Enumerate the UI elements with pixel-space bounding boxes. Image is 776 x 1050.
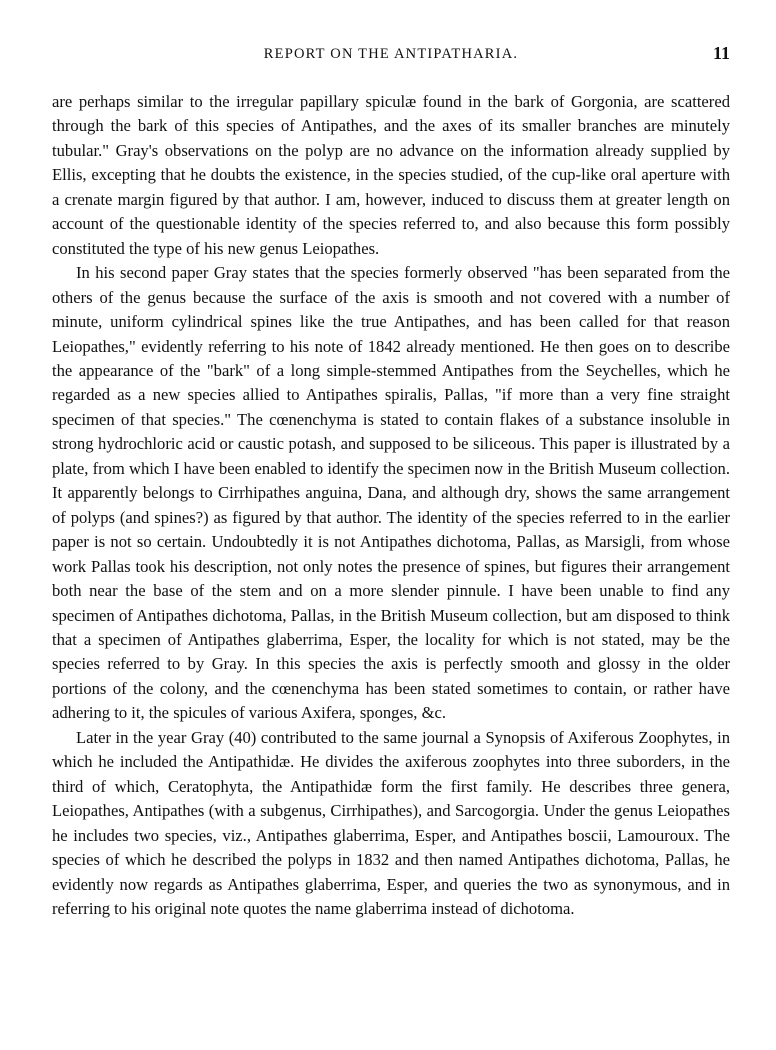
paragraph-2: In his second paper Gray states that the species formerly observed "has been separated from the others of the genus because the surface of the axis is smooth and not covered with a number of minute, uniform cylindrical spines like the true Antipathes, and has been called for that reason Leiopathes," evidently referring to his note of 1842 already mentioned. He then goes on to describe the appearance of the "bark" of a long simple-stemmed Antipathes from the Seychelles, which he regarded as a new species allied to Antipathes spiralis, Pallas, "if more than a very fine straight specimen of that species." The cœnenchyma is stated to contain flakes of a substance insoluble in strong hydrochloric acid or caustic potash, and supposed to be siliceous. This paper is illustrated by a plate, from which I have been enabled to identify the specimen now in the British Museum collection. It apparently belongs to Cirrhipathes anguina, Dana, and although dry, shows the same arrangement of polyps (and spines?) as figured by that author. The identity of the species referred to in the earlier paper is not so certain. Undoubtedly it is not Antipathes dichotoma, Pallas, as Marsigli, from whose work Pallas took his description, not only notes the presence of spines, but figures their arrangement both near the base of the stem and on a more slender pinnule. I have been unable to find any specimen of Antipathes dichotoma, Pallas, in the British Museum collection, but am disposed to think that a specimen of Antipathes glaberrima, Esper, the locality for which is not stated, may be the species referred to by Gray. In this species the axis is perfectly smooth and glossy in the older portions of the colony, and the cœnenchyma has been stated sometimes to contain, or rather have adhering to it, the spicules of various Axifera, sponges, &c. [52, 263, 730, 723]
page-number: 11 [712, 43, 730, 63]
running-title: REPORT ON THE ANTIPATHARIA. [263, 46, 519, 62]
page-header [52, 38, 730, 68]
paragraph-1: are perhaps similar to the irregular papillary spiculæ found in the bark of Gorgonia, are scattered through the bark of this species of Antipathes, and the axes of its smaller branches are minutely tubular." Gray's observations on the polyp are no advance on the information already supplied by Ellis, excepting that he doubts the existence, in the species studied, of the cup-like oral aperture with a crenate margin figured by that author. I am, however, induced to discuss them at greater length on account of the questionable identity of the species referred to, and also because this form possibly constituted the type of his new genus Leiopathes. [52, 92, 730, 258]
paragraph-3: Later in the year Gray (40) contributed to the same journal a Synopsis of Axiferous Zoophytes, in which he included the Antipathidæ. He divides the axiferous zoophytes into three suborders, in the third of which, Ceratophyta, the Antipathidæ form the first family. He describes three genera, Leiopathes, Antipathes (with a subgenus, Cirrhipathes), and Sarcogorgia. Under the genus Leiopathes he includes two species, viz., Antipathes glaberrima, Esper, and Antipathes boscii, Lamouroux. The species of which he described the polyps in 1832 and then named Antipathes dichotoma, Pallas, he evidently now regards as Antipathes glaberrima, Esper, and queries the two as synonymous, and in referring to his original note quotes the name glaberrima instead of dichotoma. [52, 727, 730, 918]
body-text [52, 90, 730, 921]
document-page [52, 38, 730, 921]
